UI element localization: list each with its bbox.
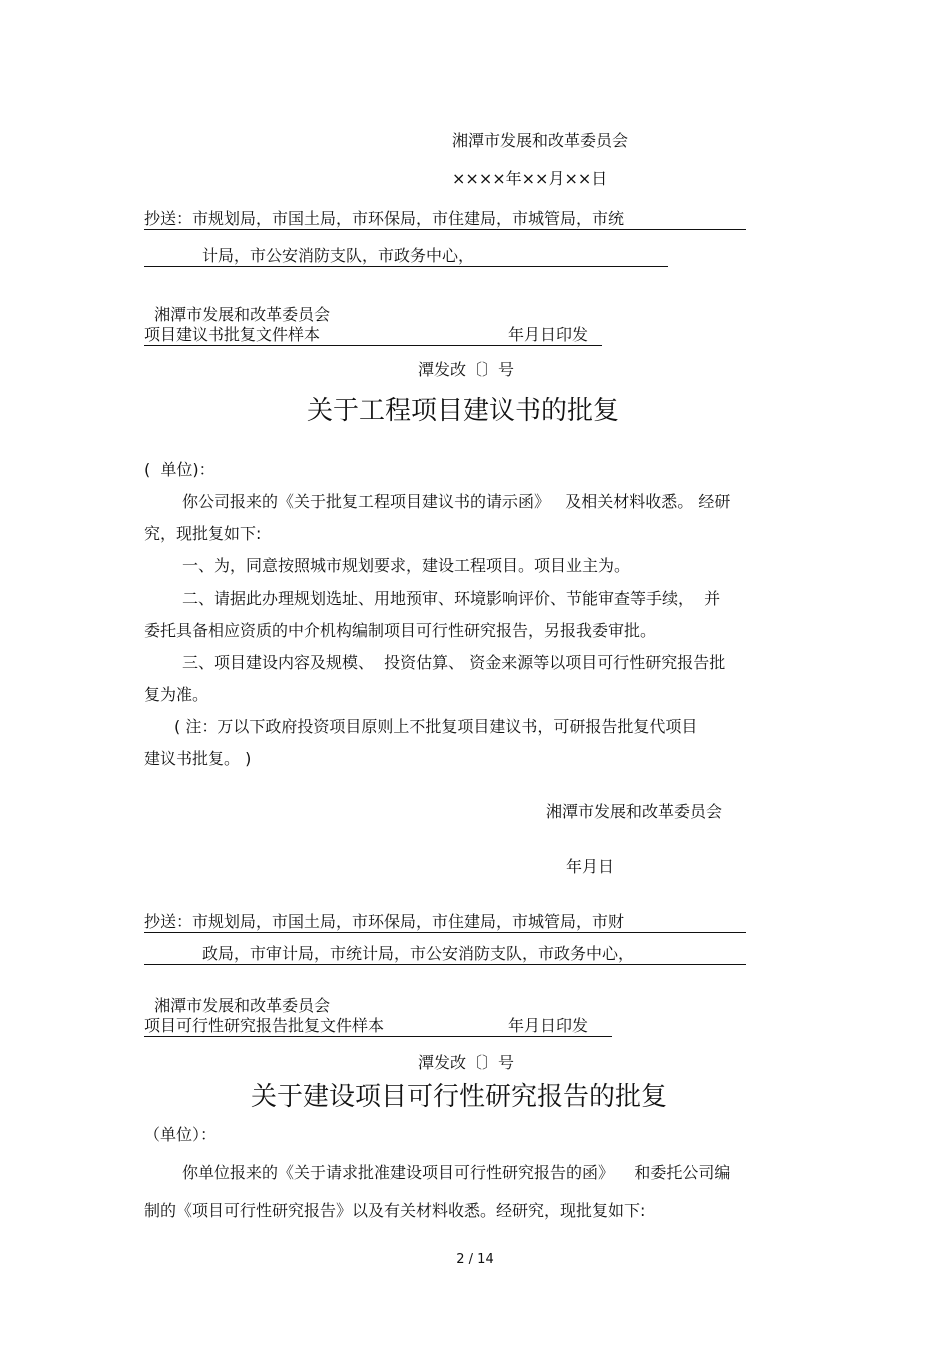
- paragraph-1-line-1: 你公司报来的《关于批复工程项目建议书的请示函》 及相关材料收悉。 经研: [182, 492, 731, 511]
- signature-org: 湘潭市发展和改革委员会: [452, 131, 629, 150]
- print-org: 湘潭市发展和改革委员会: [154, 305, 331, 324]
- document-number: 潭发改〔〕号: [418, 360, 515, 379]
- signature-date: 年月日: [566, 857, 615, 876]
- signature-date: ××××年××月××日: [452, 169, 608, 188]
- document-title: 关于工程项目建议书的批复: [306, 396, 619, 426]
- cc-line-1: 抄送：市规划局，市国土局，市环保局，市住建局，市城管局，市统: [144, 209, 746, 230]
- note-line-2: 建议书批复。 ): [144, 749, 252, 768]
- paragraph-2: 一、为，同意按照城市规划要求，建设工程项目。项目业主为。: [182, 556, 631, 575]
- addressee: ( 单位)：: [144, 460, 215, 479]
- sample-heading: 项目可行性研究报告批复文件样本: [144, 1016, 385, 1035]
- paragraph-3-line-1: 二、请据此办理规划选址、用地预审、环境影响评价、节能审查等手续， 并: [182, 589, 721, 608]
- cc-line-2: 计局，市公安消防支队，市政务中心，: [144, 246, 668, 267]
- paragraph-1-line-2: 究，现批复如下:: [144, 524, 262, 543]
- paragraph-4-line-2: 复为准。: [144, 685, 209, 704]
- sample-heading: 项目建议书批复文件样本: [144, 325, 321, 344]
- document-number: 潭发改〔〕号: [418, 1053, 515, 1072]
- document-title: 关于建设项目可行性研究报告的批复: [250, 1082, 667, 1112]
- addressee: （单位）：: [144, 1125, 217, 1144]
- signature-org: 湘潭市发展和改革委员会: [546, 802, 723, 821]
- print-org: 湘潭市发展和改革委员会: [154, 996, 331, 1015]
- note-line-1: ( 注：万以下政府投资项目原则上不批复项目建议书，可研报告批复代项目: [174, 717, 698, 736]
- cc-line-1: 抄送：市规划局，市国土局，市环保局，市住建局，市城管局，市财: [144, 912, 746, 933]
- print-date: 年月日印发: [508, 325, 589, 344]
- paragraph-1-line-1: 你单位报来的《关于请求批准建设项目可行性研究报告的函》 和委托公司编: [182, 1163, 731, 1182]
- paragraph-4-line-1: 三、项目建设内容及规模、 投资估算、 资金来源等以项目可行性研究报告批: [182, 653, 726, 672]
- paragraph-1-line-2: 制的《项目可行性研究报告》以及有关材料收悉。经研究，现批复如下:: [144, 1201, 646, 1220]
- page-number: 2 / 14: [456, 1252, 494, 1267]
- cc-line-2: 政局，市审计局，市统计局，市公安消防支队，市政务中心，: [144, 944, 746, 965]
- print-date: 年月日印发: [508, 1016, 589, 1035]
- paragraph-3-line-2: 委托具备相应资质的中介机构编制项目可行性研究报告，另报我委审批。: [144, 621, 657, 640]
